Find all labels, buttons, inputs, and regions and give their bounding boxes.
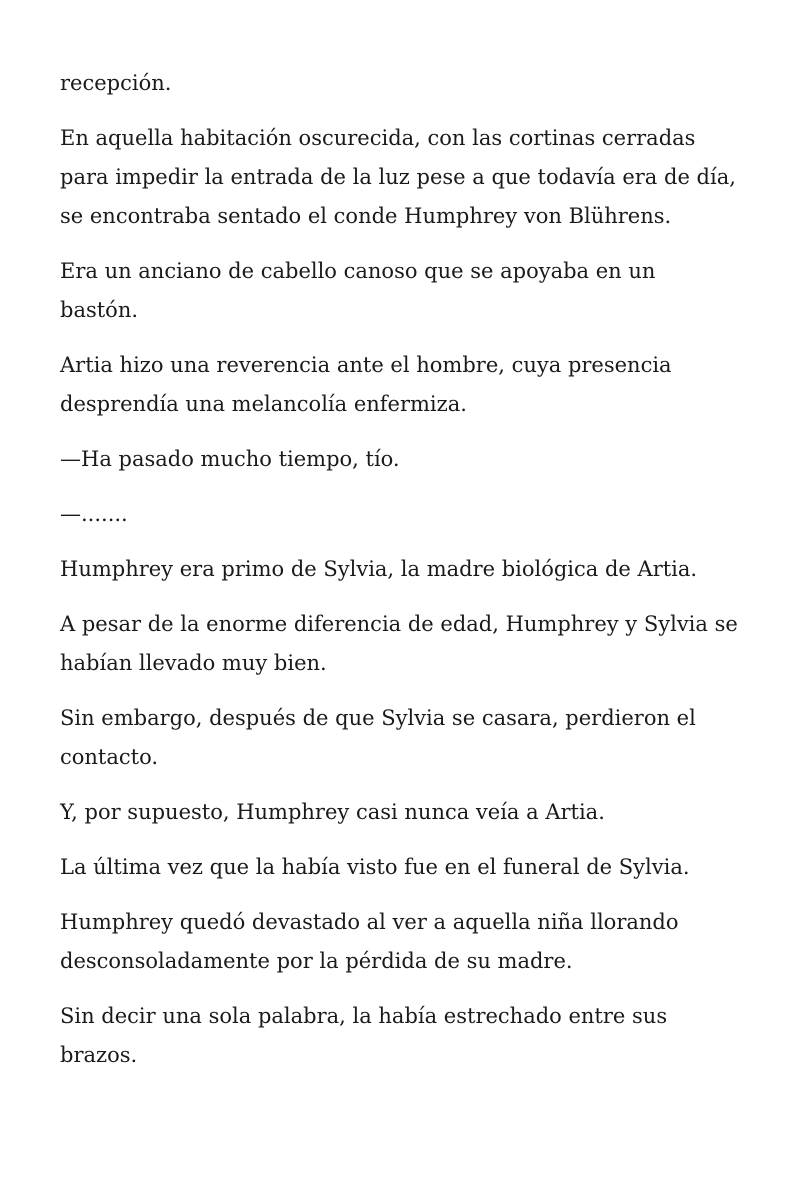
paragraph: Humphrey era primo de Sylvia, la madre biológica de Artia. <box>60 557 698 581</box>
dialogue-line: —....... <box>60 502 128 526</box>
paragraph: Y, por supuesto, Humphrey casi nunca veía a Artia. <box>60 800 605 824</box>
paragraph: Humphrey quedó devastado al ver a aquella niña llorando desconsoladamente por la pérdida de su madre. <box>60 910 679 973</box>
paragraph: recepción. <box>60 71 172 95</box>
paragraph: Sin embargo, después de que Sylvia se casara, perdieron el contacto. <box>60 706 696 769</box>
paragraph: A pesar de la enorme diferencia de edad, Humphrey y Sylvia se habían llevado muy bien. <box>60 612 738 675</box>
paragraph: En aquella habitación oscurecida, con las cortinas cerradas para impedir la entrada de la luz pese a que todavía era de día, se encontraba sentado el conde Humphrey von Blührens. <box>60 126 736 228</box>
paragraph: Artia hizo una reverencia ante el hombre, cuya presencia desprendía una melancolía enfermiza. <box>60 353 672 416</box>
paragraph: La última vez que la había visto fue en el funeral de Sylvia. <box>60 855 690 879</box>
paragraph: Era un anciano de cabello canoso que se apoyaba en un bastón. <box>60 259 656 322</box>
paragraph: Sin decir una sola palabra, la había estrechado entre sus brazos. <box>60 1004 668 1067</box>
dialogue-line: —Ha pasado mucho tiempo, tío. <box>60 447 400 471</box>
